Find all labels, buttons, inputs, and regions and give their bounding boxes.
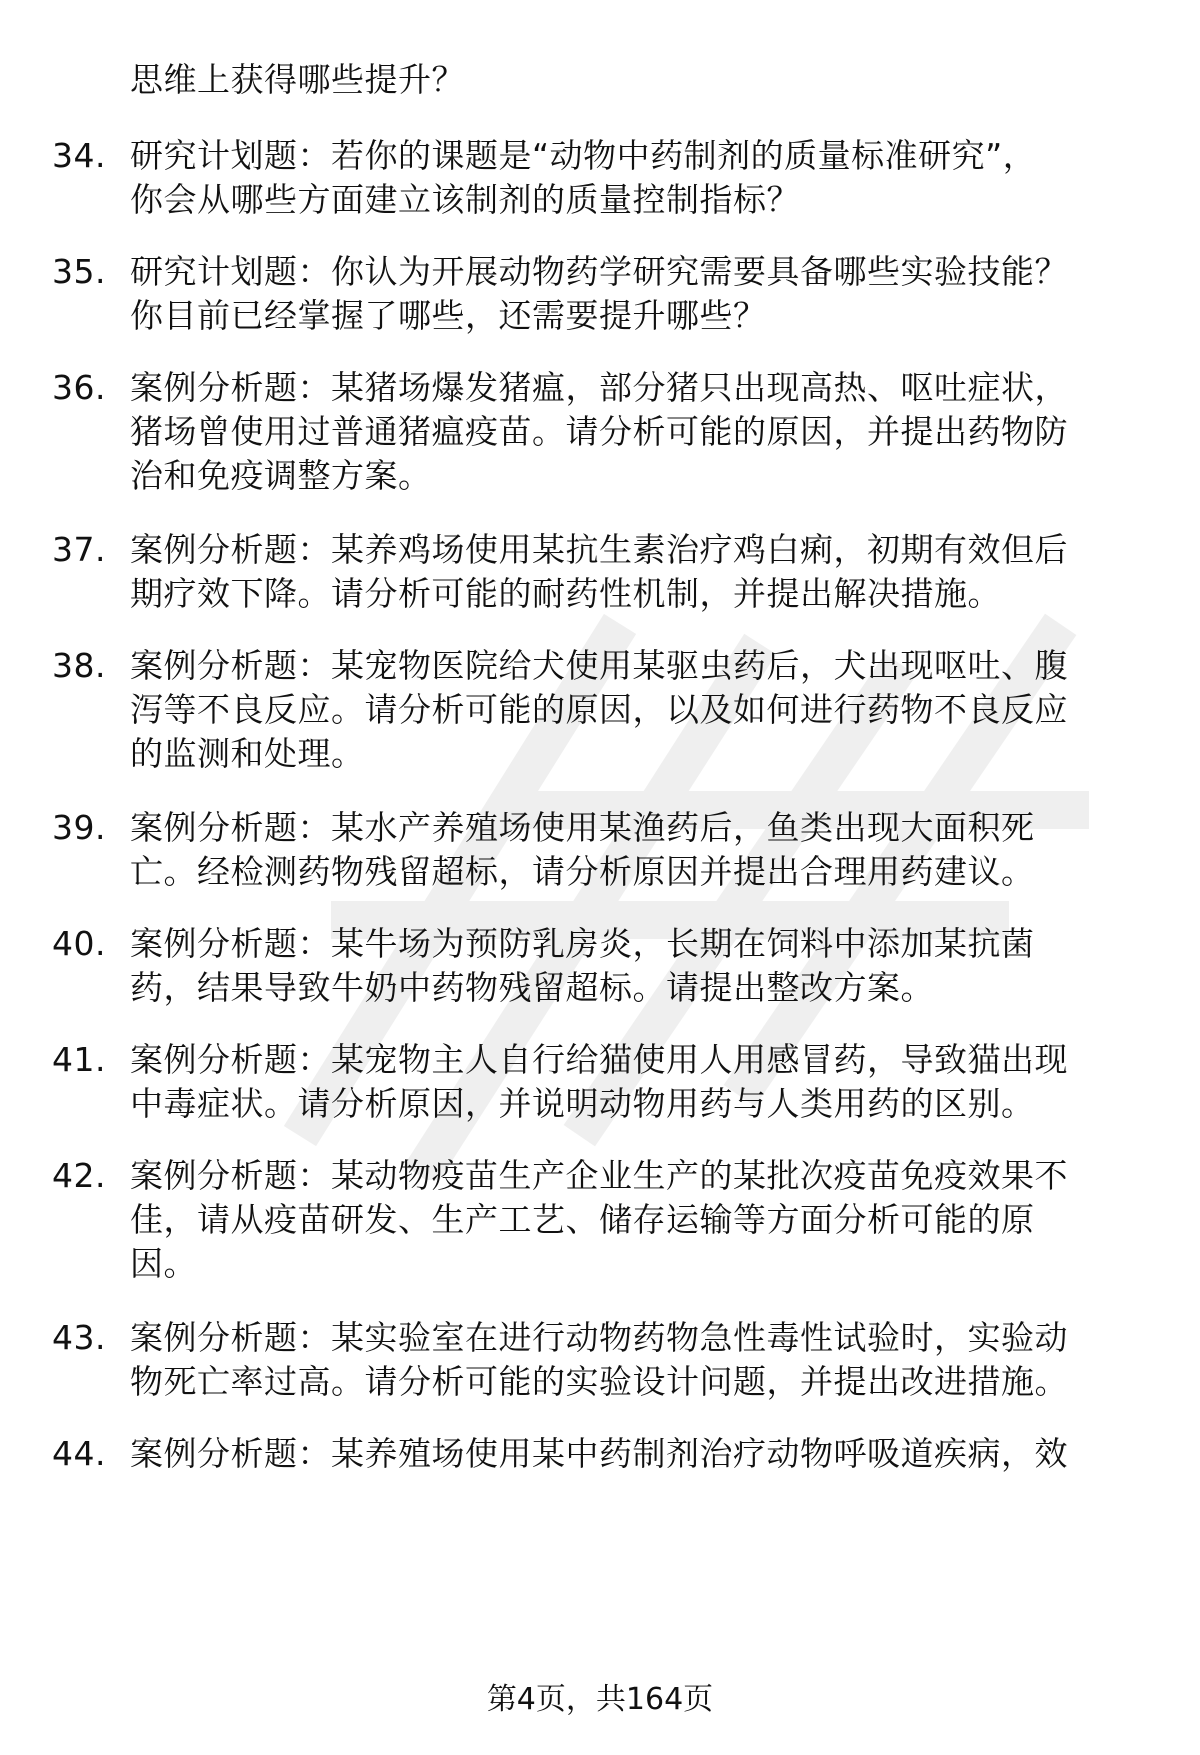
question-line: 泻等不良反应。请分析可能的原因，以及如何进行药物不良反应: [130, 690, 1068, 729]
question-line: 猪场曾使用过普通猪瘟疫苗。请分析可能的原因，并提出药物防: [130, 412, 1068, 451]
question-number: 39.: [52, 808, 106, 847]
question-line: 中毒症状。请分析原因，并说明动物用药与人类用药的区别。: [130, 1084, 1035, 1123]
question-number: 34.: [52, 136, 106, 175]
question-line: 佳，请从疫苗研发、生产工艺、储存运输等方面分析可能的原: [130, 1200, 1035, 1239]
question-number: 40.: [52, 924, 106, 963]
question-line: 案例分析题：某养殖场使用某中药制剂治疗动物呼吸道疾病，效: [130, 1434, 1068, 1473]
question-line: 案例分析题：某实验室在进行动物药物急性毒性试验时，实验动: [130, 1318, 1068, 1357]
question-line: 案例分析题：某水产养殖场使用某渔药后，鱼类出现大面积死: [130, 808, 1035, 847]
question-number: 35.: [52, 252, 106, 291]
question-number: 43.: [52, 1318, 106, 1357]
question-number: 41.: [52, 1040, 106, 1079]
question-line: 你会从哪些方面建立该制剂的质量控制指标？: [130, 180, 800, 219]
question-line: 研究计划题：若你的课题是“动物中药制剂的质量标准研究”，: [130, 136, 1037, 175]
question-line: 亡。经检测药物残留超标，请分析原因并提出合理用药建议。: [130, 852, 1035, 891]
question-line: 案例分析题：某养鸡场使用某抗生素治疗鸡白痢，初期有效但后: [130, 530, 1068, 569]
question-line: 研究计划题：你认为开展动物药学研究需要具备哪些实验技能？: [130, 252, 1068, 291]
question-number: 38.: [52, 646, 106, 685]
question-line: 你目前已经掌握了哪些，还需要提升哪些？: [130, 296, 767, 335]
question-number: 42.: [52, 1156, 106, 1195]
question-line: 治和免疫调整方案。: [130, 456, 432, 495]
question-line: 案例分析题：某猪场爆发猪瘟，部分猪只出现高热、呕吐症状，: [130, 368, 1068, 407]
question-line: 因。: [130, 1244, 197, 1283]
question-line: 案例分析题：某宠物医院给犬使用某驱虫药后，犬出现呕吐、腹: [130, 646, 1068, 685]
question-number: 44.: [52, 1434, 106, 1473]
question-line: 案例分析题：某牛场为预防乳房炎，长期在饲料中添加某抗菌: [130, 924, 1035, 963]
question-line: 案例分析题：某宠物主人自行给猫使用人用感冒药，导致猫出现: [130, 1040, 1068, 1079]
continuation-text: 思维上获得哪些提升？: [130, 60, 465, 99]
question-line: 药，结果导致牛奶中药物残留超标。请提出整改方案。: [130, 968, 934, 1007]
question-line: 案例分析题：某动物疫苗生产企业生产的某批次疫苗免疫效果不: [130, 1156, 1068, 1195]
question-line: 的监测和处理。: [130, 734, 365, 773]
question-number: 36.: [52, 368, 106, 407]
question-line: 物死亡率过高。请分析可能的实验设计问题，并提出改进措施。: [130, 1362, 1068, 1401]
page-footer: 第4页，共164页: [486, 1682, 714, 1717]
question-line: 期疗效下降。请分析可能的耐药性机制，并提出解决措施。: [130, 574, 1001, 613]
question-number: 37.: [52, 530, 106, 569]
